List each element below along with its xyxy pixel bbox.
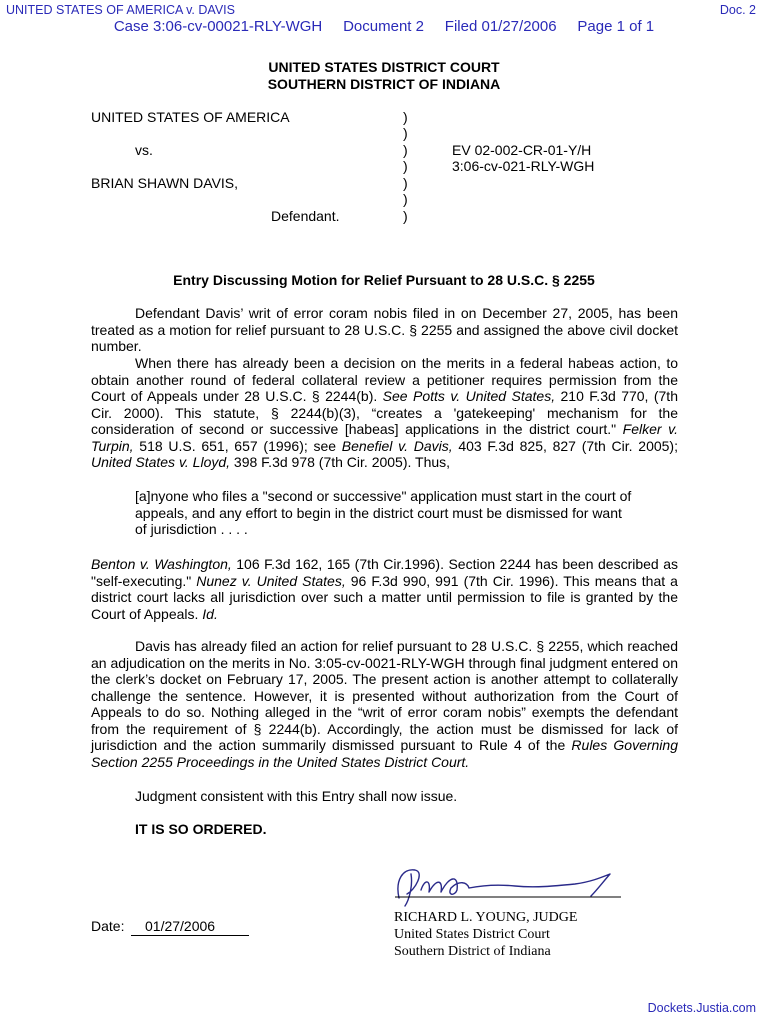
case-number-civil: 3:06-cv-021-RLY-WGH [452,158,595,174]
judge-district: Southern District of Indiana [394,944,551,959]
text-run: 398 F.3d 978 (7th Cir. 2005). Thus, [230,454,451,470]
text-run: 518 U.S. 651, 657 (1996); see [133,437,342,454]
judge-signature [385,860,635,912]
case-citation: Felker v. Turpin, [91,421,678,454]
document-title-link[interactable]: UNITED STATES OF AMERICA v. DAVIS [6,3,235,17]
judge-court: United States District Court [394,927,550,942]
text-run: 403 F.3d 825, 827 (7th Cir. 2005); [452,437,678,454]
caption-paren: ) [403,142,408,158]
case-citation: See Potts v. United States, [382,388,556,404]
judge-name: RICHARD L. YOUNG, JUDGE [394,910,578,925]
block-quote: [a]nyone who files a "second or successive" application must start in the court of appeals, and any effort to begin in the district court must be dismissed for want of jurisdiction . . . . [135,488,632,537]
paragraph-4 [91,638,678,770]
text-run: 210 F.3d 770, (7th Cir. 2000). This statute, § 2244(b)(3), “creates a 'gatekeeping' mechanism for the consideration of second or successive [habeas] applications in the district court." [91,388,678,437]
case-header-line: Case 3:06-cv-00021-RLY-WGH Document 2 Filed 01/27/2006 Page 1 of 1 [113,18,655,35]
paragraph-1 [91,305,678,355]
paragraph-1-text: Defendant Davis’ writ of error coram nobis filed in on December 27, 2005, has been treated as a motion for relief pursuant to 28 U.S.C. § 2255 and assigned the above civil docket number. [91,305,678,354]
caption-paren: ) [403,109,408,125]
caption-paren: ) [403,191,408,207]
text-run: Davis has already filed an action for relief pursuant to 28 U.S.C. § 2255, which reached an adjudication on the merits in No. 3:05-cv-0021-RLY-WGH through final judgment entered on the clerk’s docket on February 17, 2005. The present action is another attempt to collaterally challenge the sentence. However, it is presented without authorization from the Court of Appeals to do so. Nothing alleged in the “writ of error coram nobis” exempts the defendant from the requirement of § 2244(b). Accordingly, the action must be dismissed for lack of jurisdiction and the action summarily dismissed pursuant to Rule 4 of the [91,638,678,753]
case-number-criminal: EV 02-002-CR-01-Y/H [452,142,592,158]
footer-dockets-link[interactable]: Dockets.Justia.com [647,1001,756,1015]
case-citation: Benton v. Washington, [91,556,232,572]
date-value: 01/27/2006 [131,918,249,936]
defendant-name: BRIAN SHAWN DAVIS, [91,175,239,191]
caption-paren: ) [403,125,408,141]
paragraph-3 [91,556,678,622]
plaintiff-name: UNITED STATES OF AMERICA [91,109,290,125]
order-statement: IT IS SO ORDERED. [135,821,267,837]
caption-paren: ) [403,208,408,224]
text-run: When there has already been a decision on the merits in a federal habeas action, to obtain another round of federal collateral review a petitioner requires permission from the Court of Appeals under 28 U.S.C. § 2244(b). [91,355,678,404]
case-citation: Id. [202,605,218,622]
judgment-statement: Judgment consistent with this Entry shall now issue. [135,788,458,804]
case-citation: Benefiel v. Davis, [341,437,453,454]
caption-paren: ) [403,158,408,174]
text-run: 96 F.3d 990, 991 (7th Cir. 1996). This means that a district court lacks all jurisdiction over such a matter until permission to file is granted by the Court of Appeals. [91,572,678,622]
entry-title: Entry Discussing Motion for Relief Pursuant to 28 U.S.C. § 2255 [173,272,595,288]
case-citation: United States v. Lloyd, [91,454,231,470]
court-name-line-2: SOUTHERN DISTRICT OF INDIANA [267,76,501,92]
court-name-line-1: UNITED STATES DISTRICT COURT [268,59,500,75]
versus-label: vs. [135,142,153,158]
rules-citation: Rules Governing Section 2255 Proceedings in the United States District Court. [91,737,678,770]
text-run: 106 F.3d 162, 165 (7th Cir.1996). Section 2244 has been described as "self-executing." [91,556,678,589]
date-label: Date: [91,918,125,934]
defendant-role: Defendant. [271,208,340,224]
document-number-link[interactable]: Doc. 2 [719,3,756,17]
case-citation: Nunez v. United States, [196,572,346,589]
paragraph-2 [91,355,678,471]
caption-paren: ) [403,175,408,191]
